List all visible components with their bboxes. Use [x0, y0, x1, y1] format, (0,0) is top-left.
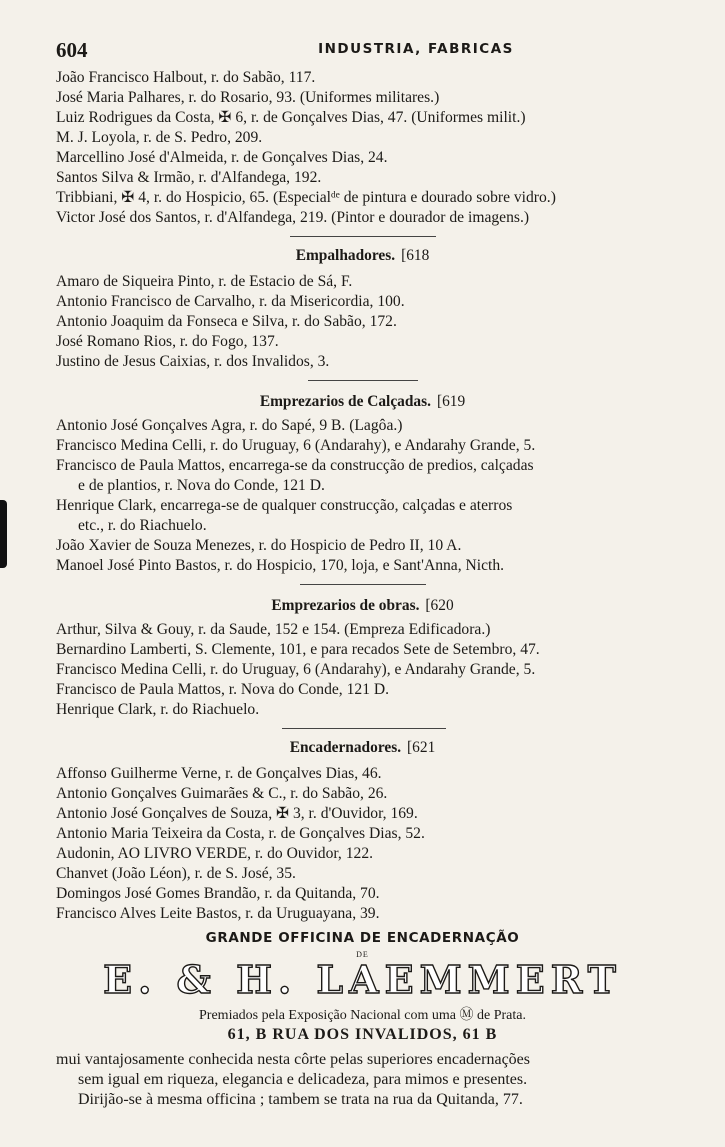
list-item: Luiz Rodrigues da Costa, ✠ 6, r. de Gonçalves Dias, 47. (Uniformes milit.)	[56, 109, 526, 126]
page-number: 604	[56, 38, 88, 62]
section-number: [618	[401, 247, 430, 264]
list-item: Tribbiani, ✠ 4, r. do Hospicio, 65. (Especialᵈᵉ de pintura e dourado sobre vidro.)	[56, 189, 556, 206]
list-item: Victor José dos Santos, r. d'Alfandega, 219. (Pintor e dourador de imagens.)	[56, 209, 530, 226]
advert-de: DE	[356, 950, 369, 959]
section-heading-obras	[0, 596, 725, 616]
list-item: M. J. Loyola, r. de S. Pedro, 209.	[56, 129, 263, 146]
list-item-continuation: etc., r. do Riachuelo.	[78, 517, 207, 534]
list-item: Francisco de Paula Mattos, encarrega-se da construcção de predios, calçadas	[56, 457, 534, 474]
running-head: INDUSTRIA, FABRICAS	[318, 41, 514, 57]
list-item-continuation: e de plantios, r. Nova do Conde, 121 D.	[78, 477, 325, 494]
list-item: Santos Silva & Irmão, r. d'Alfandega, 192.	[56, 169, 322, 186]
list-item: Marcellino José d'Almeida, r. de Gonçalves Dias, 24.	[56, 149, 388, 166]
list-item: Affonso Guilherme Verne, r. de Gonçalves Dias, 46.	[56, 765, 382, 782]
advert-prize-note: Premiados pela Exposição Nacional com uma Ⓜ de Prata.	[199, 1008, 526, 1023]
list-item: Chanvet (João Léon), r. de S. José, 35.	[56, 865, 296, 882]
section-rule	[300, 584, 426, 585]
list-item: José Maria Palhares, r. do Rosario, 93. (Uniformes militares.)	[56, 89, 440, 106]
list-item: João Francisco Halbout, r. do Sabão, 117.	[56, 69, 316, 86]
advert-title: GRANDE OFFICINA DE ENCADERNAÇÃO	[205, 930, 520, 946]
list-item: Antonio Francisco de Carvalho, r. da Misericordia, 100.	[56, 293, 405, 310]
list-item: Antonio José Gonçalves de Souza, ✠ 3, r. d'Ouvidor, 169.	[56, 805, 418, 822]
list-item: Amaro de Siqueira Pinto, r. de Estacio de Sá, F.	[56, 273, 353, 290]
page-header	[56, 38, 696, 62]
advert-text-line: mui vantajosamente conhecida nesta côrte pelas superiores encadernações	[56, 1051, 531, 1068]
section-title: Emprezarios de Calçadas.	[259, 393, 431, 410]
list-item: Antonio Maria Teixeira da Costa, r. de Gonçalves Dias, 52.	[56, 825, 425, 842]
list-item: Henrique Clark, r. do Riachuelo.	[56, 701, 260, 718]
list-item: Arthur, Silva & Gouy, r. da Saude, 152 e 154. (Empreza Edificadora.)	[56, 621, 491, 638]
list-item: Francisco Medina Celli, r. do Uruguay, 6 (Andarahy), e Andarahy Grande, 5.	[56, 437, 536, 454]
advert-text-line: Dirijão-se à mesma officina ; tambem se trata na rua da Quitanda, 77.	[78, 1091, 523, 1108]
section-number: [620	[425, 597, 454, 614]
list-item: José Romano Rios, r. do Fogo, 137.	[56, 333, 279, 350]
advert-text-line: sem igual em riqueza, elegancia e delicadeza, para mimos e presentes.	[78, 1071, 528, 1088]
section-title: Emprezarios de obras.	[271, 597, 420, 614]
list-item: Antonio Joaquim da Fonseca e Silva, r. do Sabão, 172.	[56, 313, 397, 330]
section-number: [621	[407, 739, 436, 756]
section-title: Empalhadores.	[295, 247, 396, 264]
section-number: [619	[436, 393, 466, 410]
list-item: João Xavier de Souza Menezes, r. do Hospicio de Pedro II, 10 A.	[56, 537, 462, 554]
list-item: Francisco de Paula Mattos, r. Nova do Conde, 121 D.	[56, 681, 390, 698]
list-item: Domingos José Gomes Brandão, r. da Quitanda, 70.	[56, 885, 380, 902]
list-item: Francisco Alves Leite Bastos, r. da Uruguayana, 39.	[56, 905, 380, 922]
section-rule	[282, 728, 446, 729]
section-title: Encadernadores.	[289, 739, 402, 756]
list-item: Manoel José Pinto Bastos, r. do Hospicio, 170, loja, e Sant'Anna, Nicth.	[56, 557, 505, 574]
section-rule	[308, 380, 418, 381]
advert-firm-name: E. & H. LAEMMERT	[103, 957, 622, 1002]
section-heading-encadernadores	[0, 738, 725, 758]
list-item: Justino de Jesus Caixias, r. dos Invalidos, 3.	[56, 353, 330, 370]
section-heading-calcadas	[0, 392, 725, 412]
section-heading-empalhadores	[0, 246, 725, 266]
list-item: Bernardino Lamberti, S. Clemente, 101, e para recados Sete de Setembro, 47.	[56, 641, 540, 658]
list-item: Antonio José Gonçalves Agra, r. do Sapé, 9 B. (Lagôa.)	[56, 417, 403, 434]
list-item: Antonio Gonçalves Guimarães & C., r. do Sabão, 26.	[56, 785, 388, 802]
list-item: Audonin, AO LIVRO VERDE, r. do Ouvidor, 122.	[56, 845, 374, 862]
binding-shadow	[0, 500, 7, 568]
section-rule	[290, 236, 436, 237]
advert-address: 61, B RUA DOS INVALIDOS, 61 B	[227, 1026, 498, 1043]
list-item: Francisco Medina Celli, r. do Uruguay, 6 (Andarahy), e Andarahy Grande, 5.	[56, 661, 536, 678]
list-item: Henrique Clark, encarrega-se de qualquer construcção, calçadas e aterros	[56, 497, 513, 514]
